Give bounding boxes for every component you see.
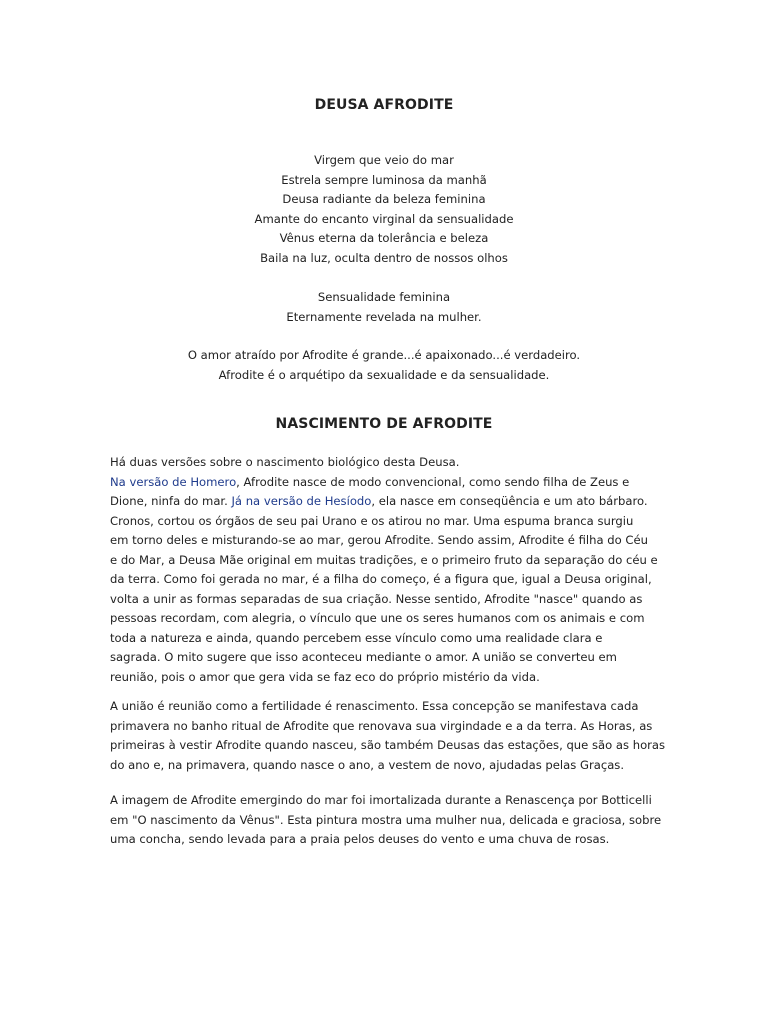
paragraph-3 bbox=[110, 791, 670, 850]
paragraph-line: Cronos, cortou os órgãos de seu pai Urano e os atirou no mar. Uma espuma branca surgiu bbox=[110, 513, 634, 528]
poem-line: Sensualidade feminina bbox=[317, 290, 451, 304]
hesiodo-version-link[interactable]: Já na versão de Hesíodo bbox=[231, 494, 372, 508]
poem-line: Deusa radiante da beleza feminina bbox=[282, 192, 486, 206]
poem-line: Amante do encanto virginal da sensualidade bbox=[254, 211, 514, 226]
paragraph-line: sagrada. O mito sugere que isso aconteceu mediante o amor. A união se converteu em bbox=[110, 650, 617, 664]
paragraph-2 bbox=[110, 697, 670, 775]
poem-line: Baila na luz, oculta dentro de nossos olhos bbox=[260, 250, 508, 265]
paragraph-line: uma concha, sendo levada para a praia pelos deuses do vento e uma chuva de rosas. bbox=[110, 832, 610, 846]
paragraph-line: em torno deles e misturando-se ao mar, gerou Afrodite. Sendo assim, Afrodite é filha do Céu bbox=[110, 533, 648, 547]
poem-line: Virgem que veio do mar bbox=[314, 153, 454, 167]
homero-version-link[interactable]: Na versão de Homero bbox=[110, 474, 237, 489]
paragraph-line: primavera no banho ritual de Afrodite que renovava sua virgindade e a da terra. As Horas, as bbox=[110, 718, 653, 733]
poem-stanza-1 bbox=[0, 151, 768, 268]
poem-line: Estrela sempre luminosa da manhã bbox=[281, 172, 487, 187]
paragraph-line: pessoas recordam, com alegria, o vínculo que une os seres humanos com os animais e com bbox=[110, 611, 645, 625]
intro-text bbox=[0, 346, 768, 385]
paragraph-text: , Afrodite nasce de modo convencional, como sendo filha de Zeus e bbox=[236, 474, 630, 489]
poem-stanza-2 bbox=[0, 288, 768, 327]
section-title: NASCIMENTO DE AFRODITE bbox=[275, 416, 493, 432]
paragraph-line: do ano e, na primavera, quando nasce o ano, a vestem de novo, ajudadas pelas Graças. bbox=[110, 757, 625, 772]
paragraph-line: em "O nascimento da Vênus". Esta pintura mostra uma mulher nua, delicada e graciosa, sobre bbox=[110, 812, 662, 827]
paragraph-line: e do Mar, a Deusa Mãe original em muitas tradições, e o primeiro fruto da separação do céu e bbox=[110, 552, 658, 567]
paragraph-line: toda a natureza e ainda, quando percebem esse vínculo como uma realidade clara e bbox=[110, 630, 603, 645]
paragraph-text: Dione, ninfa do mar. bbox=[110, 494, 232, 508]
paragraph-line: A imagem de Afrodite emergindo do mar foi imortalizada durante a Renascença por Botticelli bbox=[110, 793, 652, 807]
page-title: DEUSA AFRODITE bbox=[314, 97, 454, 113]
paragraph-text: , ela nasce em conseqüência e um ato bárbaro. bbox=[371, 494, 648, 508]
paragraph-line: primeiras à vestir Afrodite quando nasceu, são também Deusas das estações, que são as horas bbox=[110, 738, 666, 752]
paragraph-line: A união é reunião como a fertilidade é renascimento. Essa concepção se manifestava cada bbox=[110, 699, 639, 713]
paragraph-line bbox=[110, 492, 670, 512]
intro-line: O amor atraído por Afrodite é grande...é apaixonado...é verdadeiro. bbox=[187, 348, 581, 362]
poem-line: Eternamente revelada na mulher. bbox=[286, 309, 482, 324]
paragraph-line: reunião, pois o amor que gera vida se faz eco do próprio mistério da vida. bbox=[110, 669, 540, 684]
paragraph-line: Há duas versões sobre o nascimento biológico desta Deusa. bbox=[110, 455, 460, 469]
paragraph-1 bbox=[110, 453, 670, 687]
paragraph-line: da terra. Como foi gerada no mar, é a filha do começo, é a figura que, igual a Deusa original, bbox=[110, 572, 652, 586]
paragraph-line: volta a unir as formas separadas de sua criação. Nesse sentido, Afrodite "nasce" quando as bbox=[110, 591, 643, 606]
paragraph-line bbox=[110, 473, 670, 493]
intro-line: Afrodite é o arquétipo da sexualidade e da sensualidade. bbox=[218, 367, 550, 382]
poem-line: Vênus eterna da tolerância e beleza bbox=[279, 231, 489, 245]
